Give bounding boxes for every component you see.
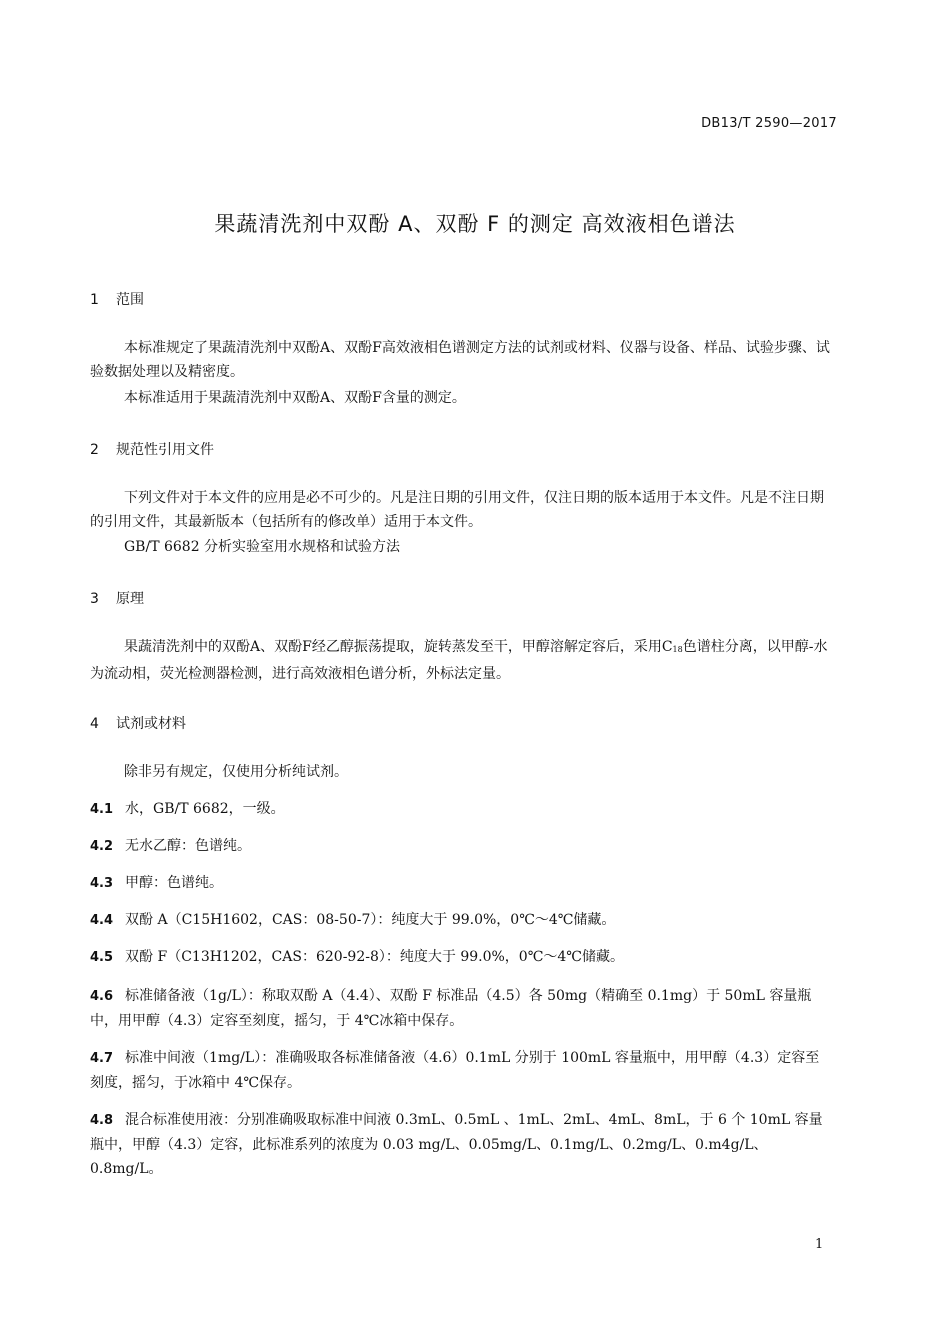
clause-number: 4.1	[90, 802, 114, 817]
clause-item	[90, 984, 832, 1033]
clause-item	[90, 908, 832, 933]
section-title: 原理	[116, 591, 144, 607]
paragraph: 本标准适用于果蔬清洗剂中双酚A、双酚F含量的测定。	[124, 390, 466, 406]
standard-code: DB13/T 2590—2017	[701, 116, 837, 131]
clause-text: 标准储备液（1g/L）：称取双酚 A（4.4）、双酚 F 标准品（4.5）各 50mg（精确至 0.1mg）于 50mL 容量瓶中，用甲醇（4.3）定容至刻度，摇匀，于 4℃冰箱中保存。	[90, 988, 812, 1029]
clause-text: 双酚 A（C15H1602，CAS：08-50-7）：纯度大于 99.0%，0℃～4℃储藏。	[125, 912, 616, 928]
normative-reference: GB/T 6682 分析实验室用水规格和试验方法	[124, 539, 401, 555]
paragraph: 本标准规定了果蔬清洗剂中双酚A、双酚F高效液相色谱测定方法的试剂或材料、仪器与设备、样品、试验步骤、试验数据处理以及精密度。	[90, 340, 830, 380]
section-number: 1	[90, 292, 99, 308]
clause-number: 4.4	[90, 913, 114, 928]
paragraph: 除非另有规定，仅使用分析纯试剂。	[124, 764, 348, 780]
section-3-heading	[90, 588, 144, 608]
document-title: 果蔬清洗剂中双酚 A、双酚 F 的测定 高效液相色谱法	[214, 212, 736, 236]
clause-item	[90, 834, 832, 859]
section-2-heading	[90, 439, 214, 459]
text: 果蔬清洗剂中的双酚A、双酚F经乙醇振荡提取，旋转蒸发至干，甲醇溶解定容后，采用C	[124, 639, 673, 655]
clause-item	[90, 871, 832, 896]
clause-text: 水，GB/T 6682，一级。	[125, 801, 285, 817]
clause-item	[90, 797, 832, 822]
section-number: 4	[90, 716, 99, 732]
clause-number: 4.5	[90, 950, 114, 965]
clause-number: 4.3	[90, 876, 114, 891]
section-4-heading	[90, 713, 186, 733]
clause-text: 混合标准使用液：分别准确吸取标准中间液 0.3mL、0.5mL 、1mL、2mL、4mL、8mL，于 6 个 10mL 容量瓶中，甲醇（4.3）定容，此标准系列的浓度为 0.03 mg/L、0.05mg/L、0.1mg/L、0.2mg/L、0.m4g/L、0.8mg/L。	[90, 1112, 823, 1177]
clause-text: 无水乙醇：色谱纯。	[125, 838, 252, 854]
section-number: 2	[90, 442, 99, 458]
section-number: 3	[90, 591, 99, 607]
clause-item	[90, 1108, 832, 1181]
paragraph	[90, 635, 830, 686]
section-title: 范围	[116, 292, 144, 308]
clause-text: 双酚 F（C13H1202，CAS：620-92-8）：纯度大于 99.0%，0℃～4℃储藏。	[125, 949, 624, 965]
section-1-heading	[90, 289, 144, 309]
page-number: 1	[815, 1237, 824, 1252]
clause-number: 4.2	[90, 839, 114, 854]
clause-number: 4.8	[90, 1113, 114, 1128]
section-title: 规范性引用文件	[116, 442, 214, 458]
section-title: 试剂或材料	[116, 716, 186, 732]
subscript: 18	[672, 645, 683, 654]
clause-text: 标准中间液（1mg/L）：准确吸取各标准储备液（4.6）0.1mL 分别于 100mL 容量瓶中，用甲醇（4.3）定容至刻度，摇匀，于冰箱中 4℃保存。	[90, 1050, 820, 1091]
text: 色谱柱分离，以甲醇-水为流动相，荧光检测器检测，进行高效液相色谱分析，外标法定量。	[90, 639, 828, 682]
paragraph: 下列文件对于本文件的应用是必不可少的。凡是注日期的引用文件，仅注日期的版本适用于本文件。凡是不注日期的引用文件，其最新版本（包括所有的修改单）适用于本文件。	[90, 490, 824, 530]
clause-item	[90, 1046, 832, 1095]
clause-number: 4.6	[90, 989, 114, 1004]
clause-number: 4.7	[90, 1051, 114, 1066]
clause-item	[90, 945, 832, 970]
clause-text: 甲醇：色谱纯。	[125, 875, 224, 891]
